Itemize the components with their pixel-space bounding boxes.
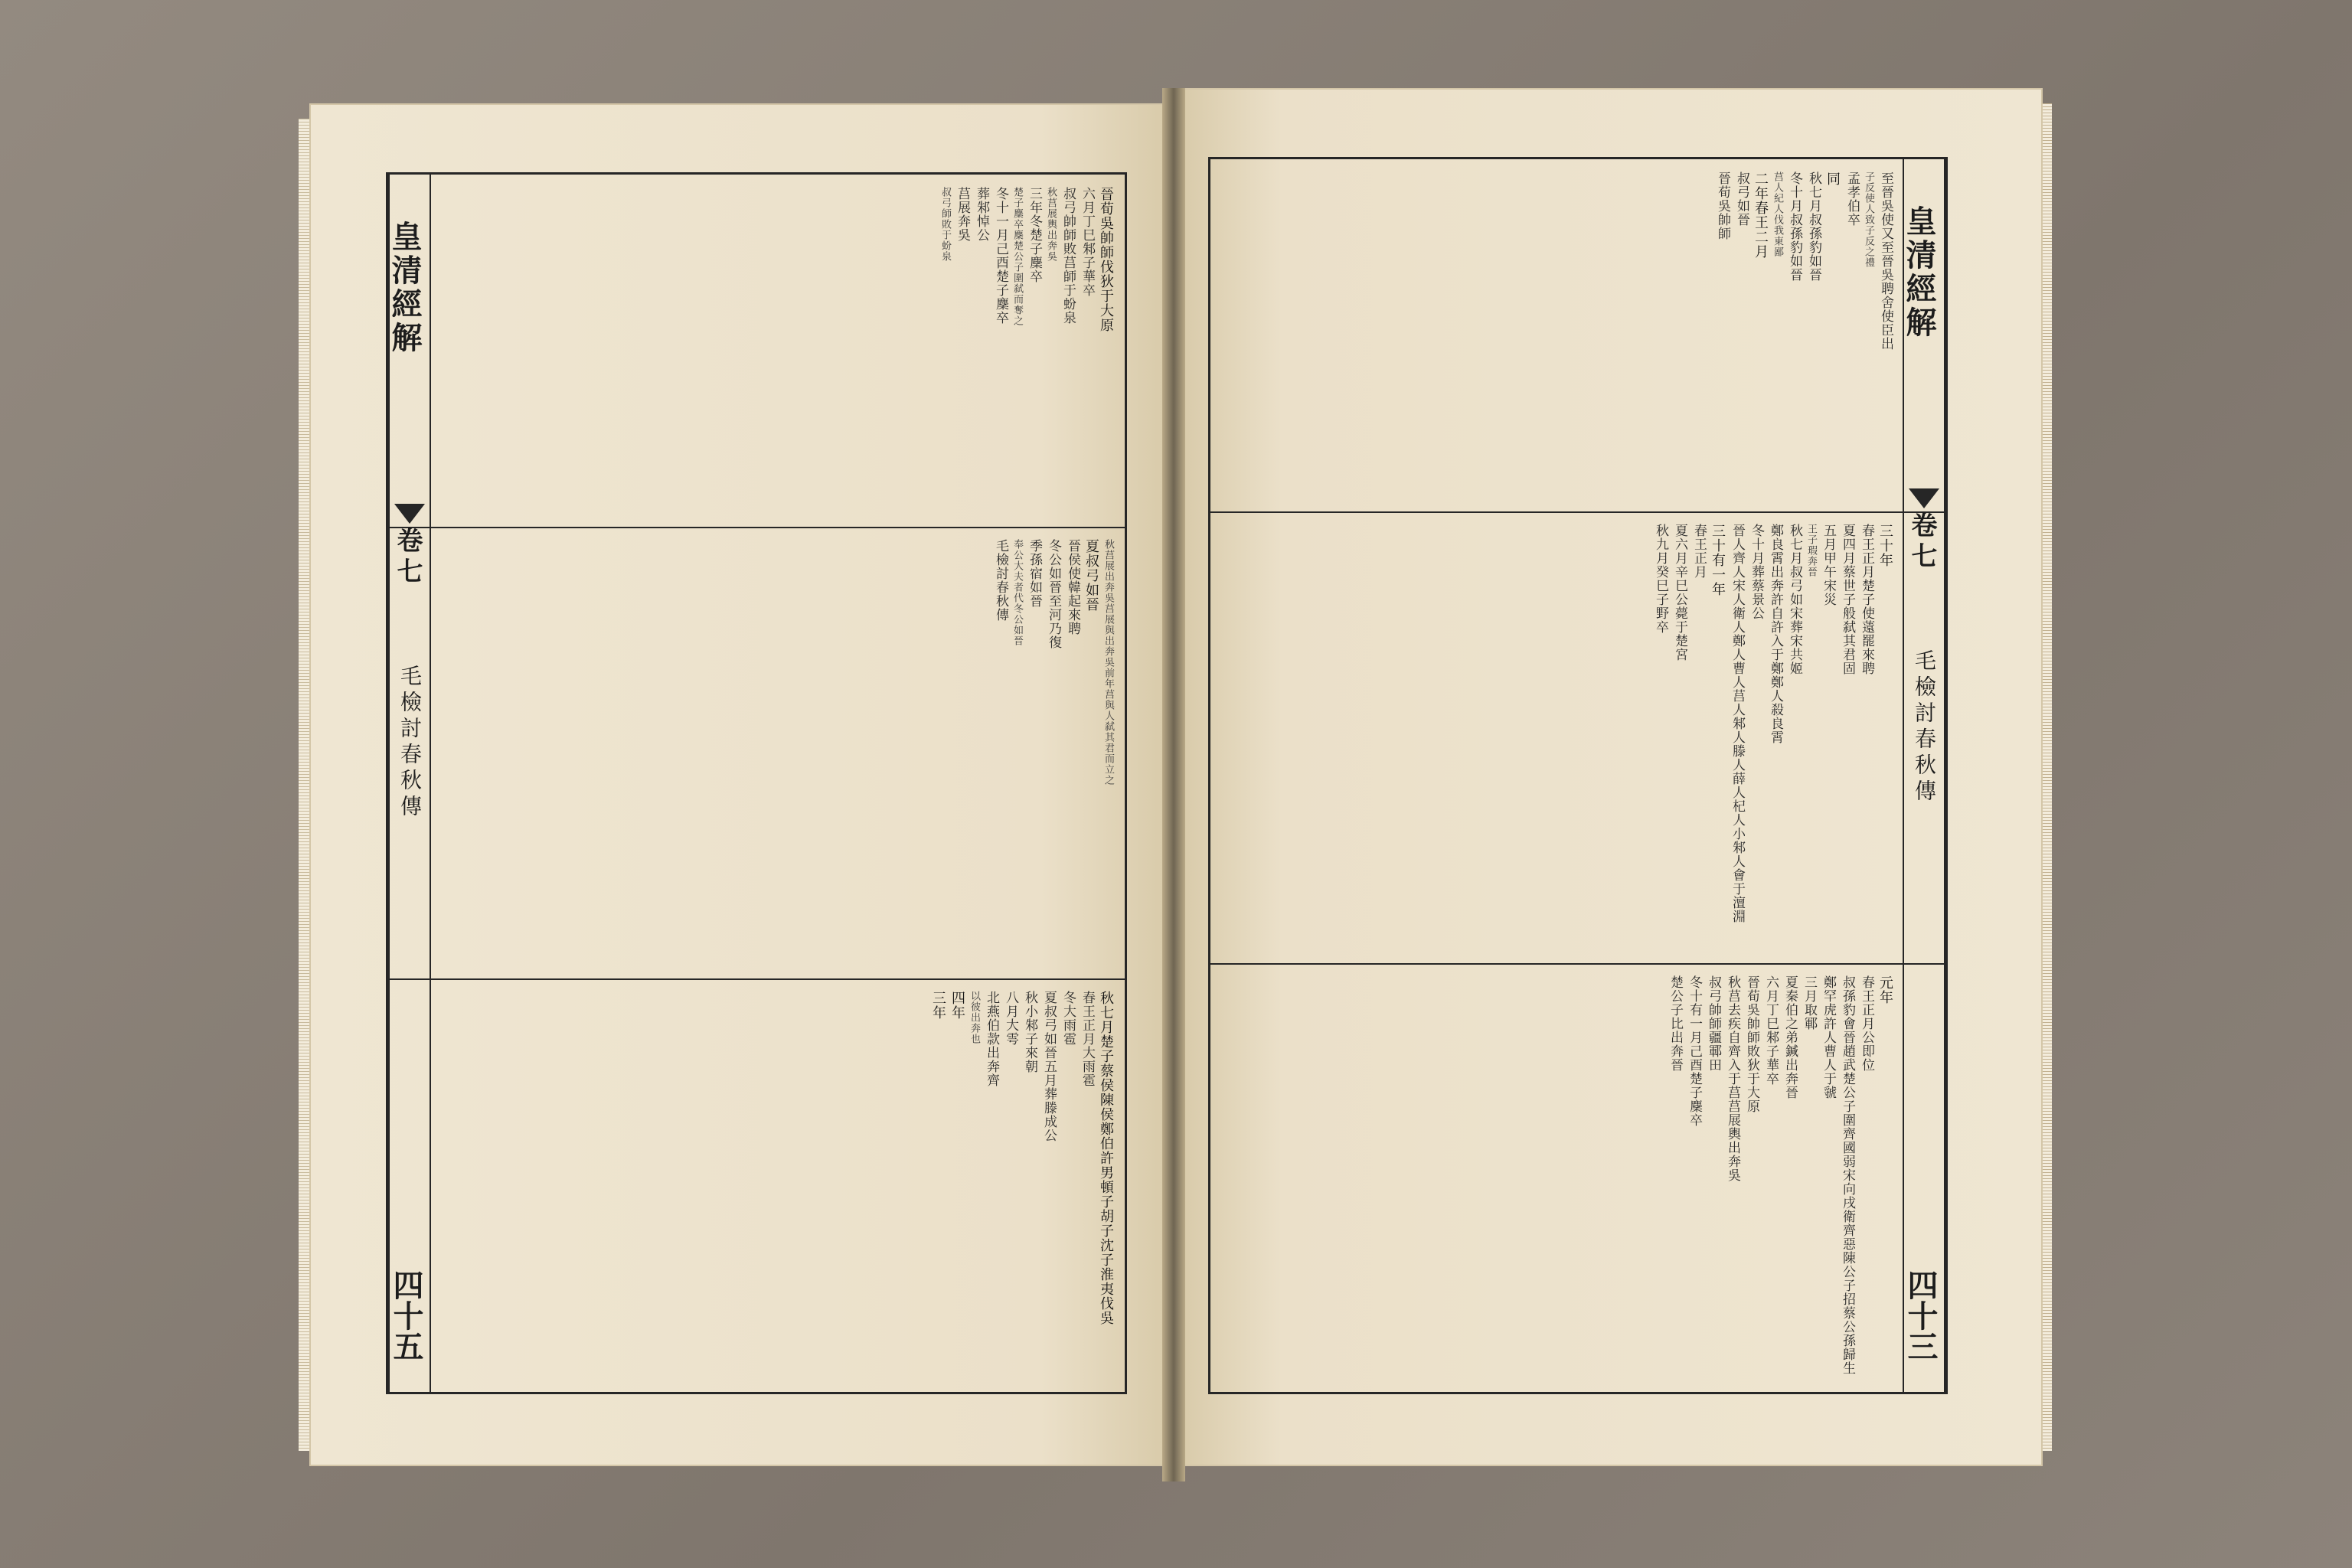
text-column: 春王正月楚子使薳罷來聘 — [1859, 524, 1874, 675]
text-column: 三年 — [930, 991, 946, 1020]
right-register-rule-2 — [1210, 963, 1945, 965]
text-column: 四年 — [949, 991, 965, 1020]
text-column: 二年春王二月 — [1753, 172, 1769, 259]
right-fold-juan: 卷七 — [1906, 511, 1937, 573]
left-fold-juan: 卷七 — [392, 527, 423, 588]
text-column: 五月甲午宋災 — [1821, 524, 1836, 606]
text-column: 叔弓帥師敗莒師于蚡泉 — [1060, 187, 1076, 325]
text-column: 莒展奔吳 — [955, 187, 970, 242]
left-fold-column — [388, 175, 431, 1392]
right-fold-fishtail — [1909, 488, 1939, 508]
text-column: 莒人紀人伐我東鄙 — [1772, 172, 1783, 257]
text-column: 晉荀吳帥師伐狄于大原 — [1098, 187, 1114, 332]
left-register-top — [442, 187, 1116, 516]
text-column: 毛檢討春秋傳 — [993, 539, 1008, 622]
text-column: 春王正月大雨雹 — [1080, 991, 1095, 1087]
text-column: 同 — [1824, 172, 1841, 186]
text-column: 葬邾悼公 — [974, 187, 989, 242]
text-column: 北燕伯款出奔齊 — [984, 991, 999, 1087]
text-column: 叔弓師敗于蚡泉 — [939, 187, 951, 262]
text-column: 秋七月叔孫豹如晉 — [1806, 172, 1821, 282]
text-column: 王子瑕奔晉 — [1805, 524, 1817, 577]
text-column: 季孫宿如晉 — [1027, 539, 1042, 608]
left-register-rule-1 — [388, 527, 1125, 528]
text-column: 至晉吳使又至晉吳聘舍使臣出 — [1878, 172, 1893, 351]
text-column: 冬公如晉至河乃復 — [1046, 539, 1061, 649]
right-fold-page-number: 四十三 — [1903, 1269, 1939, 1361]
left-register-rule-2 — [388, 978, 1125, 980]
text-column: 冬十有一月己酉楚子麇卒 — [1687, 975, 1702, 1127]
text-column: 晉侯使韓起來聘 — [1065, 539, 1080, 635]
text-column: 冬十月葬蔡景公 — [1749, 524, 1764, 620]
right-register-bottom — [1221, 975, 1895, 1381]
left-register-middle — [442, 539, 1116, 968]
text-column: 秋九月癸巳子野卒 — [1653, 524, 1668, 634]
text-column: 冬十月叔孫豹如晉 — [1787, 172, 1802, 282]
right-register-middle — [1221, 524, 1895, 952]
text-column: 六月丁巳邾子華卒 — [1763, 975, 1779, 1086]
text-column: 六月丁巳邾子華卒 — [1080, 187, 1095, 297]
text-column: 晉人齊人宋人衛人鄭人曹人莒人邾人滕人薛人杞人小邾人會于澶淵 — [1730, 524, 1745, 923]
right-page — [1178, 88, 2043, 1466]
left-fold-series: 毛檢討春秋傳 — [397, 665, 423, 821]
left-page — [309, 103, 1170, 1466]
left-fold-fishtail — [394, 504, 425, 524]
text-column: 三十年 — [1877, 524, 1893, 567]
text-column: 三年冬楚子麇卒 — [1027, 187, 1042, 283]
text-column: 晉荀吳帥師 — [1715, 172, 1730, 240]
left-register-bottom — [442, 991, 1116, 1381]
text-column: 子反使人致子反之禮 — [1863, 172, 1874, 268]
text-column: 冬十一月己酉楚子麇卒 — [993, 187, 1008, 325]
text-column: 三月取鄆 — [1802, 975, 1817, 1031]
text-column: 晉荀吳帥師敗狄于大原 — [1744, 975, 1759, 1113]
text-column: 楚公子比出奔晉 — [1668, 975, 1683, 1072]
left-fold-page-number: 四十五 — [388, 1269, 424, 1361]
right-register-rule-1 — [1210, 511, 1945, 513]
text-column: 以彼出奔也 — [969, 991, 980, 1044]
text-column: 夏秦伯之弟鍼出奔晉 — [1782, 975, 1798, 1099]
right-fold-column — [1903, 159, 1945, 1392]
text-column: 夏四月蔡世子般弑其君固 — [1840, 524, 1855, 675]
text-column: 夏叔弓如晉五月葬滕成公 — [1041, 991, 1057, 1142]
text-column: 秋莒展出奔吳莒展與出奔吳前年莒與人弑其君而立之 — [1102, 539, 1114, 786]
text-column: 叔弓帥師疆鄆田 — [1706, 975, 1721, 1072]
right-fold-series: 毛檢討春秋傳 — [1912, 649, 1937, 805]
text-column: 春王正月公即位 — [1859, 975, 1874, 1072]
text-column: 秋七月叔弓如宋葬宋共姬 — [1787, 524, 1802, 675]
text-column: 鄭良霄出奔許自許入于鄭鄭人殺良霄 — [1768, 524, 1783, 744]
text-column: 八月大雩 — [1003, 991, 1018, 1046]
text-column: 秋莒去疾自齊入于莒莒展輿出奔吳 — [1725, 975, 1740, 1182]
open-book — [299, 88, 2052, 1493]
text-column: 元年 — [1877, 975, 1893, 1004]
right-fold-title: 皇清經解 — [1901, 205, 1937, 340]
right-page-frame — [1208, 157, 1948, 1394]
text-column: 孟孝伯卒 — [1844, 172, 1860, 227]
text-column: 楚子麇卒麇楚公子圍弑而奪之 — [1011, 187, 1023, 326]
text-column: 秋莒展輿出奔吳 — [1045, 187, 1057, 262]
text-column: 春王正月 — [1691, 524, 1707, 579]
text-column: 叔孫豹會晉趙武楚公子圍齊國弱宋向戌衛齊惡陳公子招蔡公孫歸生鄭罕虎許人曹人于虢 — [1821, 975, 1855, 1375]
text-column: 秋七月楚子蔡侯陳侯鄭伯許男頓子胡子沈子淮夷伐吳 — [1098, 991, 1114, 1325]
text-column: 奉公大夫者代冬公如晉 — [1011, 539, 1023, 646]
text-column: 秋小邾子來朝 — [1022, 991, 1037, 1073]
text-column: 叔弓如晉 — [1734, 172, 1749, 227]
text-column: 三十有一年 — [1710, 524, 1726, 596]
left-page-frame — [386, 172, 1127, 1394]
right-register-top — [1221, 172, 1895, 501]
text-column: 夏六月辛巳公薨于楚宮 — [1672, 524, 1687, 662]
left-fold-title: 皇清經解 — [387, 220, 423, 355]
text-column: 冬大雨雹 — [1060, 991, 1076, 1046]
book-gutter — [1162, 88, 1185, 1481]
text-column: 夏叔弓如晉 — [1083, 539, 1099, 612]
